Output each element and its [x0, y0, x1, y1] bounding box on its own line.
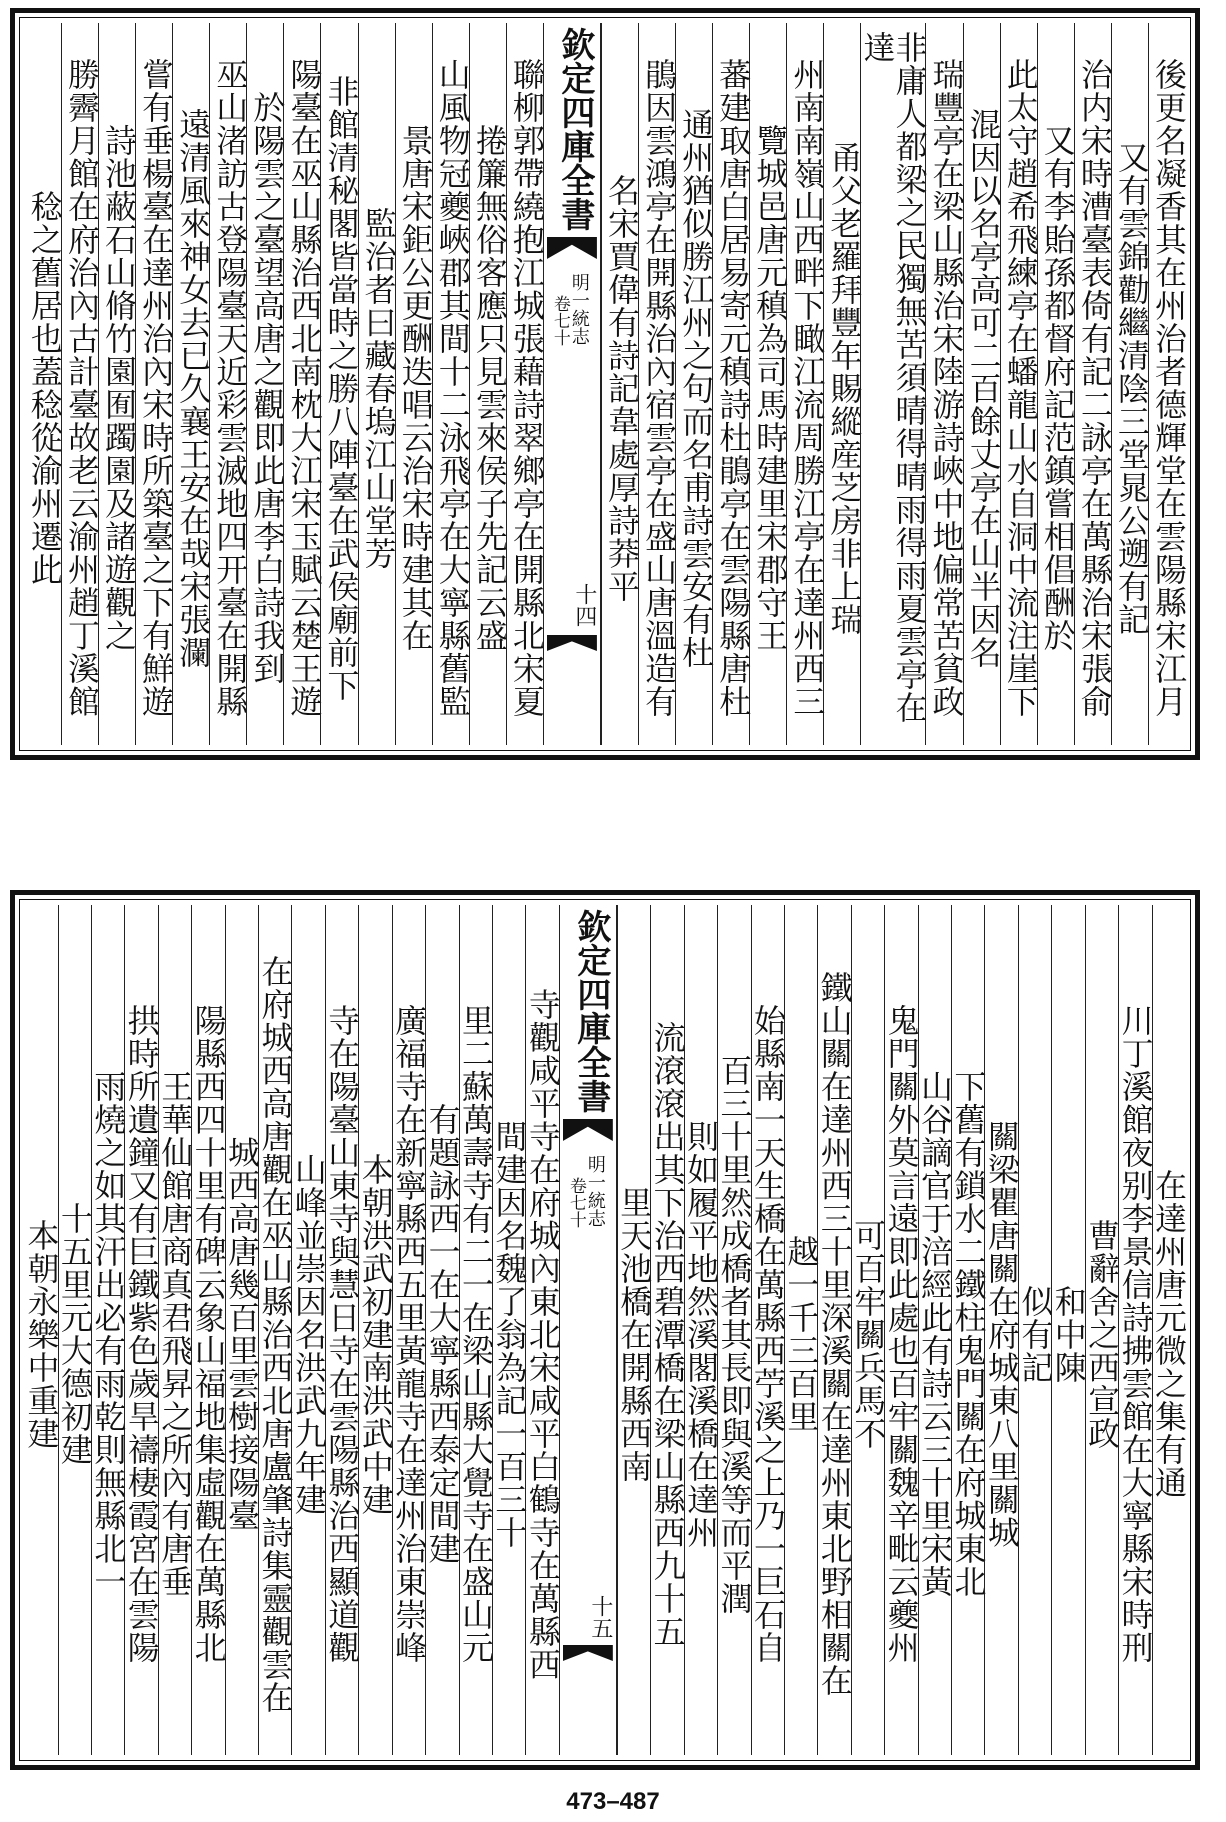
text-column: 又有李貽孫都督府記范鎮嘗相倡酬於 — [1037, 23, 1074, 745]
page-number: 十五 — [587, 1595, 613, 1639]
text-column: 山谷謫官于涪經此有詩云三十里宋黃 — [918, 905, 951, 1755]
book-series-title: 欽定四庫全書 — [554, 27, 595, 231]
text-column: 下舊有鎖水二鐵柱鬼門關在府城東北 — [951, 905, 984, 1755]
text-column: 王華仙館唐商真君飛昇之所內有唐垂 — [158, 905, 191, 1755]
text-column: 山風物冠夔峽郡其間十二泳飛亭在大寧縣舊監 — [432, 23, 469, 745]
text-column: 城西高唐幾百里雲樹接陽臺 — [225, 905, 258, 1755]
text-column: 十五里元大德初建 — [58, 905, 91, 1755]
text-column: 有題詠西一在大寧縣西泰定間建 — [425, 905, 458, 1755]
text-column: 里天池橋在開縣西南 — [617, 905, 650, 1755]
text-column: 和中陳 — [1051, 905, 1084, 1755]
text-column: 監治者曰藏春塢江山堂芳 — [358, 23, 395, 745]
fish-tail-mark — [547, 237, 597, 259]
fish-tail-mark-lower — [563, 1645, 613, 1661]
text-column: 嘗有垂楊臺在達州治內宋時所築臺之下有鮮遊 — [135, 23, 172, 745]
center-fold-header — [559, 905, 617, 1755]
text-column: 則如履平地然溪閣溪橋在達州 — [684, 905, 717, 1755]
text-column: 甬父老羅拜豐年賜縱産芝房非上瑞 — [823, 23, 860, 745]
book-name: 明一統志 — [568, 273, 590, 345]
text-column: 混因以名亭高可二百餘丈亭在山半因名 — [963, 23, 1000, 745]
top-page-columns — [25, 23, 1188, 745]
text-column: 廣福寺在新寧縣西五里黃龍寺在達州治東崇峰 — [392, 905, 425, 1755]
text-column: 可百牢關兵馬不 — [851, 905, 884, 1755]
text-column: 州南南嶺山西畔下瞰江流周勝江亭在達州西三 — [786, 23, 823, 745]
bottom-page — [10, 890, 1200, 1770]
text-column: 蕃建取唐白居易寄元稹詩杜鵑亭在雲陽縣唐杜 — [712, 23, 749, 745]
text-column: 捲簾無俗客應只見雲來侯子先記云盛 — [469, 23, 506, 745]
text-column: 拱時所遺鐘又有巨鐵紫色歲旱禱棲霞宮在雲陽 — [124, 905, 157, 1755]
text-column: 間建因名魏了翁為記一百三十 — [492, 905, 525, 1755]
text-column: 治内宋時漕臺表倚有記二詠亭在萬縣治宋張俞 — [1074, 23, 1111, 745]
text-column: 非庸人都梁之民獨無苦須晴得晴雨得雨夏雲亭在達 — [860, 23, 925, 745]
text-column: 又有雲錦勸繼清陰三堂晁公遡有記 — [1111, 23, 1148, 745]
text-column: 在府城西高唐觀在巫山縣治西北唐盧肇詩集靈觀雲在 — [258, 905, 291, 1755]
text-column: 稔之舊居也蓋稔從渝州遷此 — [25, 190, 64, 586]
book-name: 明一統志 — [584, 1155, 606, 1227]
text-column: 覽城邑唐元稹為司馬時建里宋郡守王 — [749, 23, 786, 745]
top-page — [10, 8, 1200, 760]
text-column: 後更名凝香其在州治者德輝堂在雲陽縣宋江月 — [1148, 23, 1185, 745]
text-column: 景唐宋鉅公更酬迭唱云治宋時建其在 — [395, 23, 432, 745]
text-column: 山峰並崇因名洪武九年建 — [291, 905, 324, 1755]
text-column: 此太守趙希飛練亭在蟠龍山水自洞中流注崖下 — [1000, 23, 1037, 745]
volume-number: 卷七十 — [565, 1177, 586, 1228]
text-column: 詩池蔽石山脩竹園囿躅園及諸遊觀之 — [98, 23, 135, 745]
text-column: 始縣南一天生橋在萬縣西苧溪之上乃一巨石自 — [751, 905, 784, 1755]
text-column: 名宋賈偉有詩記韋處厚詩莽平 — [601, 23, 638, 745]
bottom-page-columns — [22, 905, 1188, 1755]
text-column: 寺在陽臺山東寺與慧日寺在雲陽縣治西顯道觀 — [325, 905, 358, 1755]
text-column: 巫山渚訪古登陽臺天近彩雲滅地四开臺在開縣 — [209, 23, 246, 745]
text-column: 聯柳郭帶繞抱江城張藉詩翠鄉亭在開縣北宋夏 — [506, 23, 543, 745]
text-column: 百三十里然成橋者其長即與溪等而平潤 — [717, 905, 750, 1755]
text-column: 在達州唐元微之集有通 — [1152, 905, 1185, 1755]
text-column: 遠清風來神女去已久襄王安在哉宋張瀾 — [172, 23, 209, 745]
text-column: 寺觀咸平寺在府城內東北宋咸平白鶴寺在萬縣西 — [525, 905, 558, 1755]
text-column: 雨燒之如其汗出必有雨乾則無縣北一 — [91, 905, 124, 1755]
plate-number: 473–487 — [566, 1788, 660, 1815]
volume-number: 卷七十 — [549, 295, 570, 346]
text-column: 鬼門關外莫言遠即此處也百牢關魏辛毗云夔州 — [884, 905, 917, 1755]
text-column: 曹辭舍之西宣政 — [1085, 905, 1118, 1755]
text-column: 瑞豐亭在梁山縣治宋陸游詩峽中地偏常苦貧政 — [925, 23, 962, 745]
text-column: 勝霽月館在府治內古計臺故老云渝州趙丁溪館 — [61, 23, 98, 745]
text-column: 鐵山關在達州西三十里深溪關在達州東北野相關在 — [817, 905, 850, 1755]
center-fold-header — [543, 23, 601, 745]
page-number: 十四 — [571, 583, 597, 627]
text-column: 陽縣西四十里有碑云象山福地集虛觀在萬縣北 — [191, 905, 224, 1755]
text-column: 通州猶似勝江州之句而名甫詩雲安有杜 — [675, 23, 712, 745]
text-column: 陽臺在巫山縣治西北南枕大江宋玉賦云楚王遊 — [283, 23, 320, 745]
text-column: 本朝洪武初建南洪武中建 — [358, 905, 391, 1755]
text-column: 鵑因雲鴻亭在開縣治內宿雲亭在盛山唐溫造有 — [638, 23, 675, 745]
book-series-title: 欽定四庫全書 — [570, 909, 611, 1113]
text-column: 於陽雲之臺望高唐之觀即此唐李白詩我到 — [246, 23, 283, 745]
text-column: 川丁溪館夜别李景信詩拂雲館在大寧縣宋時刑 — [1118, 905, 1151, 1755]
text-column: 本朝永樂中重建 — [22, 1218, 61, 1450]
text-column: 關梁瞿唐關在府城東八里關城 — [984, 905, 1017, 1755]
text-column: 里二蘇萬壽寺有二一在梁山縣大覺寺在盛山元 — [459, 905, 492, 1755]
fish-tail-mark-lower — [547, 635, 597, 651]
text-column: 流滾滾出其下治西碧潭橋在梁山縣西九十五 — [650, 905, 683, 1755]
text-column: 越一千三百里 — [784, 905, 817, 1755]
text-column: 似有記 — [1018, 905, 1051, 1755]
fish-tail-mark — [563, 1119, 613, 1141]
text-column: 非館清秘閣皆當時之勝八陣臺在武侯廟前下 — [320, 23, 357, 745]
